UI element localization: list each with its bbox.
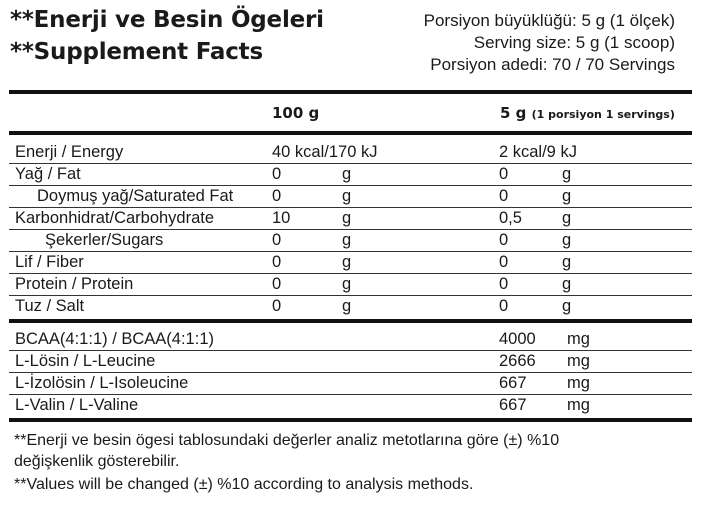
table-row: [9, 163, 692, 185]
amino-value: 2666: [499, 352, 536, 370]
unit-per-100g: g: [342, 165, 352, 183]
nutrient-label: Yağ / Fat: [15, 165, 81, 183]
table-row: [9, 372, 692, 394]
footnote-english: **Values will be changed (±) %10 according to analysis methods.: [14, 476, 474, 493]
serving-size-english: Serving size: 5 g (1 scoop): [473, 33, 675, 52]
nutrient-label: Protein / Protein: [15, 275, 134, 293]
section-rule: [9, 319, 692, 323]
header-rule: [9, 131, 692, 135]
bottom-rule: [9, 418, 692, 422]
value-per-serving: 0: [499, 231, 509, 249]
table-row: [9, 328, 692, 350]
unit-per-serving: g: [562, 253, 572, 271]
unit-per-100g: g: [342, 231, 352, 249]
unit-per-serving: g: [562, 209, 572, 227]
value-per-serving: 0: [499, 297, 509, 315]
table-row: [9, 394, 692, 416]
unit-per-serving: g: [562, 165, 572, 183]
title-turkish: **Enerji ve Besin Ögeleri: [10, 7, 324, 33]
nutrient-label: Doymuş yağ/Saturated Fat: [37, 187, 234, 205]
amino-unit: mg: [567, 396, 590, 414]
unit-per-100g: g: [342, 275, 352, 293]
table-row: [9, 273, 692, 295]
value-per-100g: 0: [272, 231, 282, 249]
unit-per-serving: g: [562, 231, 572, 249]
header-per-serving-amount: 5 g: [500, 104, 527, 122]
serving-size-turkish: Porsiyon büyüklüğü: 5 g (1 ölçek): [423, 11, 675, 30]
value-per-100g: 0: [272, 253, 282, 271]
value-per-100g: 0: [272, 187, 282, 205]
value-per-serving: 0: [499, 275, 509, 293]
unit-per-100g: g: [342, 209, 352, 227]
unit-per-serving: g: [562, 275, 572, 293]
table-row: [9, 141, 692, 163]
table-row: [9, 207, 692, 229]
unit-per-100g: g: [342, 297, 352, 315]
nutrient-label: Enerji / Energy: [15, 143, 124, 161]
value-per-100g: 10: [272, 209, 291, 227]
unit-per-serving: g: [562, 297, 572, 315]
amino-label: L-Valin / L-Valine: [15, 396, 139, 414]
top-rule: [9, 90, 692, 94]
unit-per-serving: g: [562, 187, 572, 205]
value-per-100g: 0: [272, 275, 282, 293]
amino-label: L-Lösin / L-Leucine: [15, 352, 156, 370]
table-row: [9, 350, 692, 372]
header-per-100g: 100 g: [272, 104, 320, 122]
amino-value: 4000: [499, 330, 536, 348]
value-per-100g: 0: [272, 297, 282, 315]
title-english: **Supplement Facts: [10, 39, 263, 65]
amino-value: 667: [499, 396, 527, 414]
amino-unit: mg: [567, 330, 590, 348]
nutrient-label: Tuz / Salt: [15, 297, 85, 315]
value-per-100g: 40 kcal/170 kJ: [272, 143, 378, 161]
value-per-serving: 0: [499, 253, 509, 271]
table-row: [9, 229, 692, 251]
value-per-serving: 0: [499, 187, 509, 205]
nutrient-label: Şekerler/Sugars: [45, 231, 164, 249]
unit-per-100g: g: [342, 253, 352, 271]
value-per-100g: 0: [272, 165, 282, 183]
amino-unit: mg: [567, 352, 590, 370]
header-per-serving: [500, 104, 675, 122]
amino-unit: mg: [567, 374, 590, 392]
value-per-serving: 2 kcal/9 kJ: [499, 143, 577, 161]
table-row: [9, 295, 692, 317]
table-row: [9, 185, 692, 207]
nutrient-label: Karbonhidrat/Carbohydrate: [15, 209, 215, 227]
header-per-serving-note: (1 porsiyon 1 servings): [531, 108, 675, 121]
unit-per-100g: g: [342, 187, 352, 205]
servings-per-container: Porsiyon adedi: 70 / 70 Servings: [430, 55, 675, 74]
value-per-serving: 0: [499, 165, 509, 183]
value-per-serving: 0,5: [499, 209, 522, 227]
amino-label: BCAA(4:1:1) / BCAA(4:1:1): [15, 330, 214, 348]
footnote-turkish-line1: **Enerji ve besin ögesi tablosundaki değerler analiz metotlarına göre (±) %10: [14, 432, 560, 449]
amino-label: L-İzolösin / L-Isoleucine: [15, 374, 189, 392]
nutrient-label: Lif / Fiber: [15, 253, 84, 271]
table-row: [9, 251, 692, 273]
footnote-turkish-line2: değişkenlik gösterebilir.: [14, 453, 180, 470]
amino-value: 667: [499, 374, 527, 392]
